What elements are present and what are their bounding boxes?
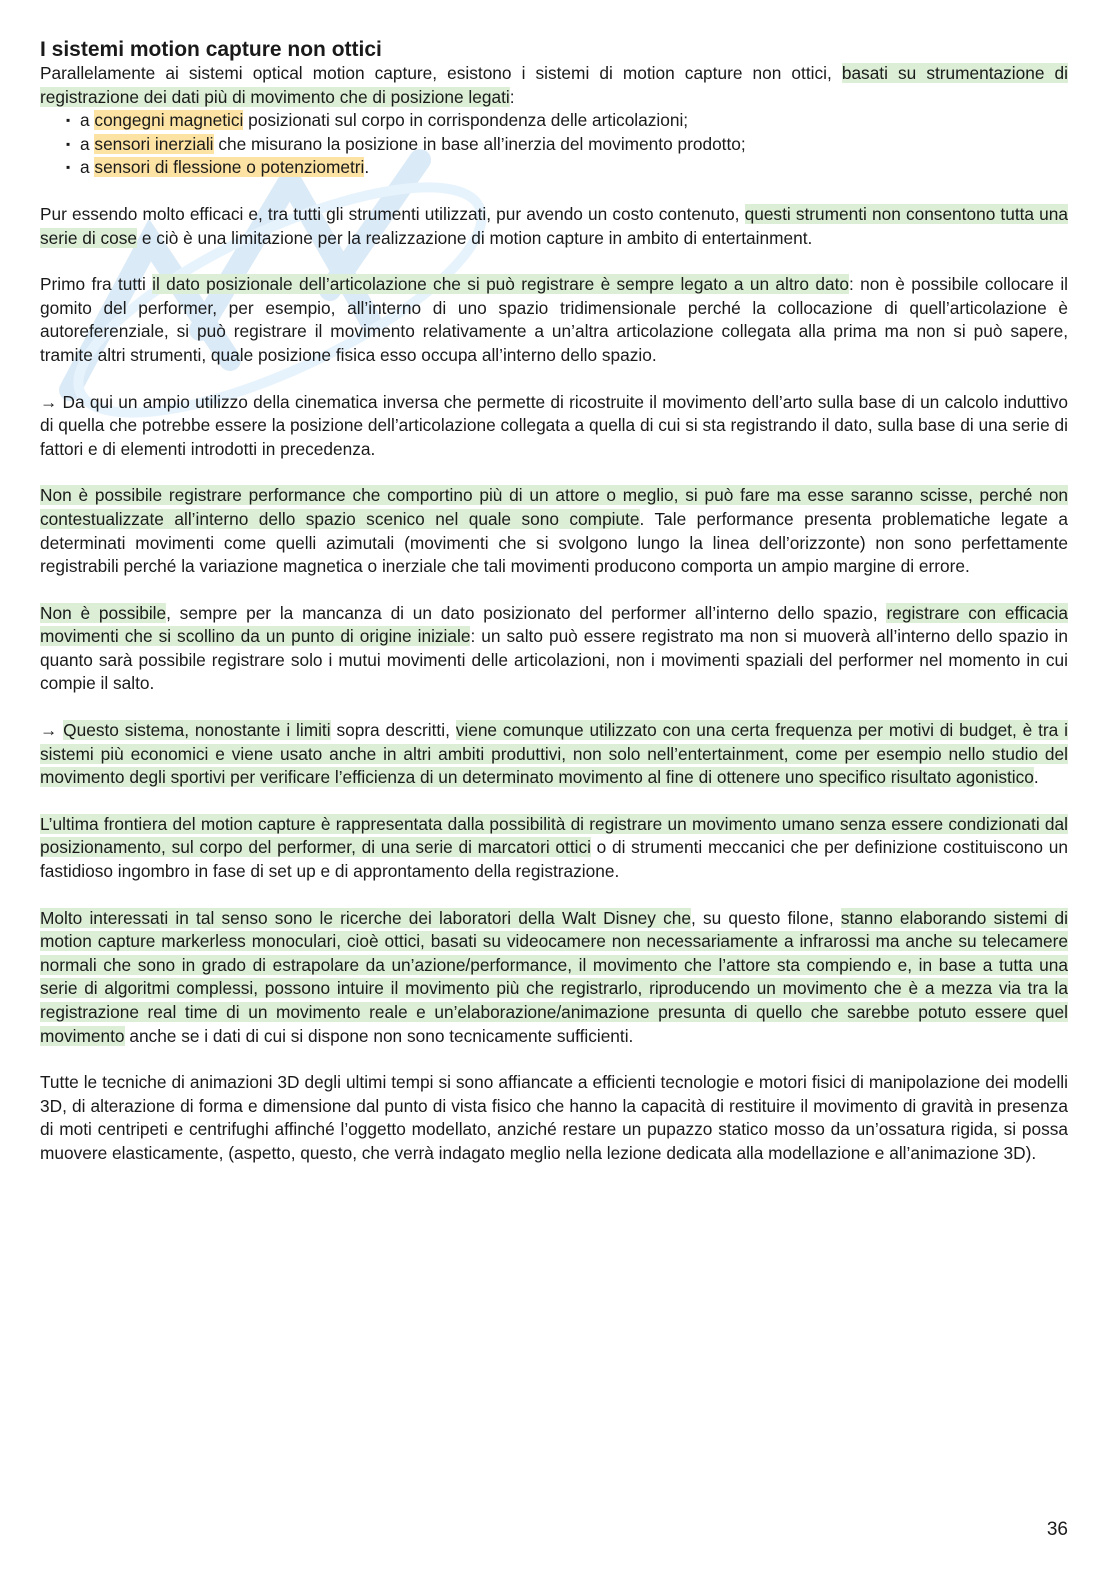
list-item: ▪ a sensori inerziali che misurano la posizione in base all’inerzia del movimento prodotto; (66, 133, 1068, 157)
bullet-list (40, 109, 1068, 180)
intro-paragraph: Parallelamente ai sistemi optical motion capture, esistono i sistemi di motion capture non ottici, basati su strumentazione di registrazione dei dati più di movimento che di posizione legati: (40, 63, 1069, 107)
list-item: ▪ a sensori di flessione o potenziometri. (66, 156, 1068, 180)
paragraph-8: Molto interessati in tal senso sono le ricerche dei laboratori della Walt Disney che, su questo filone, stanno elaborando sistemi di motion capture markerless monoculari, cioè ottici, basati su videocamere non necessariamente a infrarossi ma anche su telecamere normali che sono in grado di estrapolare da un’azione/performance, il movimento che l’attore sta compiendo e, in base a tutta una serie di algoritmi complessi, possono intuire il movimento più che registrarlo, riproducendo un movimento che è a mezza via tra la registrazione real time di un movimento reale e un’elaborazione/animazione presunta di quello che sarebbe potuto essere quel movimento anche se i dati di cui si dispone non sono tecnicamente sufficienti. (40, 907, 1068, 1046)
paragraph-7: L’ultima frontiera del motion capture è rappresentata dalla possibilità di registrare un movimento umano senza essere condizionati dal posizionamento, sul corpo del performer, di una serie di marcatori ottici o di strumenti meccanici che per definizione costituiscono un fastidioso ingombro in fase di set up e di approntamento della registrazione. (40, 813, 1068, 882)
paragraph-6: → Questo sistema, nonostante i limiti sopra descritti, viene comunque utilizzato con una certa frequenza per motivi di budget, è tra i sistemi più economici e viene usato anche in altri ambiti produttivi, non solo nell’entertainment, come per esempio nello studio del movimento degli sportivi per verificare l’efficienza di un determinato movimento al fine di ottenere uno specifico risultato agonistico. (40, 720, 1068, 788)
paragraph-1: Pur essendo molto efficaci e, tra tutti gli strumenti utilizzati, pur avendo un costo contenuto, questi strumenti non consentono tutta una serie di cose e ciò è una limitazione per la realizzazione di motion capture in ambito di entertainment. (40, 203, 1068, 248)
list-item: ▪ a congegni magnetici posizionati sul corpo in corrispondenza delle articolazioni; (66, 109, 1068, 133)
paragraph-4: Non è possibile registrare performance che comportino più di un attore o meglio, si può fare ma esse saranno scisse, perché non contestualizzate all’interno dello spazio scenico nel quale sono compiute. Tale performance presenta problematiche legate a determinati movimenti come quelli azimutali (movimenti che si svolgono lungo la linea dell’orizzonte) non sono perfettamente registrabili perché la variazione magnetica o inerziale che tali movimenti producono comporta un ampio margine di errore. (40, 485, 1068, 577)
paragraph-3: → Da qui un ampio utilizzo della cinematica inversa che permette di ricostruite il movimento dell’arto sulla base di un calcolo induttivo di quella che potrebbe essere la posizione dell’articolazione collegata a quella di cui si sta registrando il dato, sulla base di una serie di fattori e di elementi introdotti in precedenza. (40, 391, 1068, 459)
section-title: I sistemi motion capture non ottici (40, 38, 382, 61)
paragraph-5: Non è possibile, sempre per la mancanza di un dato posizionato del performer all’interno dello spazio, registrare con efficacia movimenti che si scollino da un punto di origine iniziale: un salto può essere registrato ma non si muoverà all’interno dello spazio in quanto sarà possibile registrare solo i mutui movimenti delle articolazioni, non i movimenti spaziali del performer nel momento in cui compie il salto. (40, 602, 1069, 694)
paragraph-2: Primo fra tutti il dato posizionale dell’articolazione che si può registrare è sempre legato a un altro dato: non è possibile collocare il gomito del performer, per esempio, all’interno di uno spazio tridimensionale perché la collocazione di quell’articolazione è autoreferenziale, si può registrare il movimento relativamente a un’altra articolazione collegata alla prima ma non si può sapere, tramite altri strumenti, quale posizione fisica esso occupa all’interno dello spazio. (40, 274, 1069, 365)
paragraph-9: Tutte le tecniche di animazioni 3D degli ultimi tempi si sono affiancate a efficienti tecnologie e motori fisici di manipolazione dei modelli 3D, di alterazione di forma e dimensione dal punto di vista fisico che hanno la capacità di restituire il movimento di gravità in presenza di moti centripeti e centrifughi affinché l’oggetto modellato, anziché restare un pupazzo statico mosso da un’ossatura rigida, si possa muovere elasticamente, (aspetto, questo, che verrà indagato meglio nella lezione dedicata alla modellazione e all’animazione 3D). (40, 1072, 1068, 1163)
page-number: 36 (1046, 1519, 1068, 1540)
document-page (40, 38, 1068, 1166)
